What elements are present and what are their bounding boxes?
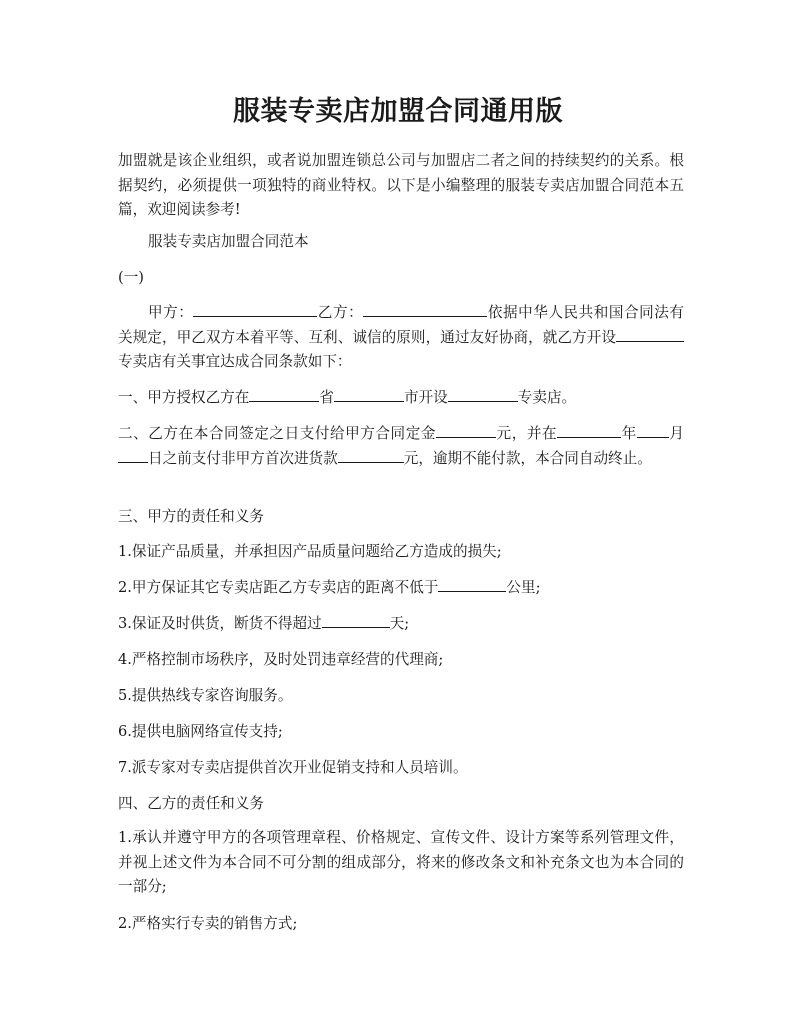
clause-3-item-3-text-b: 天; bbox=[389, 615, 410, 632]
clause-4-heading: 四、乙方的责任和义务 bbox=[118, 795, 264, 812]
clause-1 bbox=[118, 386, 684, 411]
clause-3-item-5: 5.提供热线专家咨询服务。 bbox=[118, 687, 293, 704]
month-lead-blank bbox=[637, 422, 669, 438]
clause-1-text-1: 一、甲方授权乙方在 bbox=[118, 389, 250, 406]
days-blank bbox=[322, 612, 390, 628]
clause-4-item-2: 2.严格实行专卖的销售方式; bbox=[118, 915, 298, 932]
payment-blank bbox=[338, 447, 404, 463]
clause-3-item-3 bbox=[118, 612, 684, 637]
clause-1-text-4: 专卖店。 bbox=[517, 389, 577, 406]
party-b-label: 乙方： bbox=[317, 304, 364, 321]
party-a-label: 甲方： bbox=[148, 304, 194, 321]
city-blank bbox=[334, 386, 404, 402]
clause-2-text-6: 元，逾期不能付款，本合同自动终止。 bbox=[403, 449, 652, 467]
clause-2-text-1: 二、乙方在本合同签定之日支付给甲方合同定金 bbox=[118, 425, 436, 442]
clause-3-item-2 bbox=[118, 576, 684, 601]
clause-2-text-4: 月 bbox=[668, 425, 684, 442]
clause-3-item-7: 7.派专家对专卖店提供首次开业促销支持和人员培训。 bbox=[118, 759, 468, 776]
day-blank bbox=[118, 447, 148, 463]
party-a-blank bbox=[193, 301, 317, 317]
section-number: (一) bbox=[118, 269, 144, 286]
clause-3-item-2-text-a: 2.甲方保证其它专卖店距乙方专卖店的距离不低于 bbox=[118, 579, 439, 596]
clause-1-text-3: 市开设 bbox=[403, 389, 448, 406]
deposit-blank bbox=[436, 422, 496, 438]
year-blank bbox=[557, 422, 621, 438]
clause-2 bbox=[118, 422, 684, 471]
page-title: 服装专卖店加盟合同通用版 bbox=[233, 96, 563, 127]
store-blank bbox=[448, 386, 518, 402]
clause-1-text-2: 省 bbox=[319, 389, 334, 406]
clause-3-heading: 三、甲方的责任和义务 bbox=[118, 508, 264, 525]
parties-text-1: 依据中华人民共和国合同法有关规定，甲乙双方本着平等、互利、诚信的原则，通过友好协商，就乙方开设 bbox=[118, 304, 684, 346]
clause-2-text-5: 日之前支付非甲方首次进货款 bbox=[148, 449, 338, 467]
clause-2-text-3: 年 bbox=[621, 425, 637, 442]
clause-3-item-1: 1.保证产品质量，并承担因产品质量问题给乙方造成的损失; bbox=[118, 543, 502, 560]
store-name-blank bbox=[616, 326, 684, 342]
clause-3-item-2-text-b: 公里; bbox=[506, 579, 541, 596]
clause-4-item-1: 1.承认并遵守甲方的各项管理章程、价格规定、宣传文件、设计方案等系列管理文件，并视上述文件为本合同不可分割的组成部分，将来的修改条文和补充条文也为本合同的一部分; bbox=[118, 829, 684, 895]
section-heading: 服装专卖店加盟合同范本 bbox=[148, 233, 309, 250]
intro-paragraph: 加盟就是该企业组织，或者说加盟连锁总公司与加盟店二者之间的持续契约的关系。根据契约，必须提供一项独特的商业特权。以下是小编整理的服装专卖店加盟合同范本五篇，欢迎阅读参考! bbox=[118, 152, 684, 218]
clause-2-text-2: 元，并在 bbox=[496, 425, 558, 442]
parties-text-2: 专卖店有关事宜达成合同条款如下： bbox=[118, 353, 352, 370]
party-b-blank bbox=[363, 301, 487, 317]
clause-3-item-3-text-a: 3.保证及时供货，断货不得超过 bbox=[118, 615, 322, 632]
clause-3-item-6: 6.提供电脑网络宣传支持; bbox=[118, 723, 283, 740]
clause-3-item-4: 4.严格控制市场秩序，及时处罚违章经营的代理商; bbox=[118, 651, 444, 668]
province-blank bbox=[249, 386, 319, 402]
parties-paragraph bbox=[118, 301, 684, 375]
distance-blank bbox=[438, 576, 506, 592]
